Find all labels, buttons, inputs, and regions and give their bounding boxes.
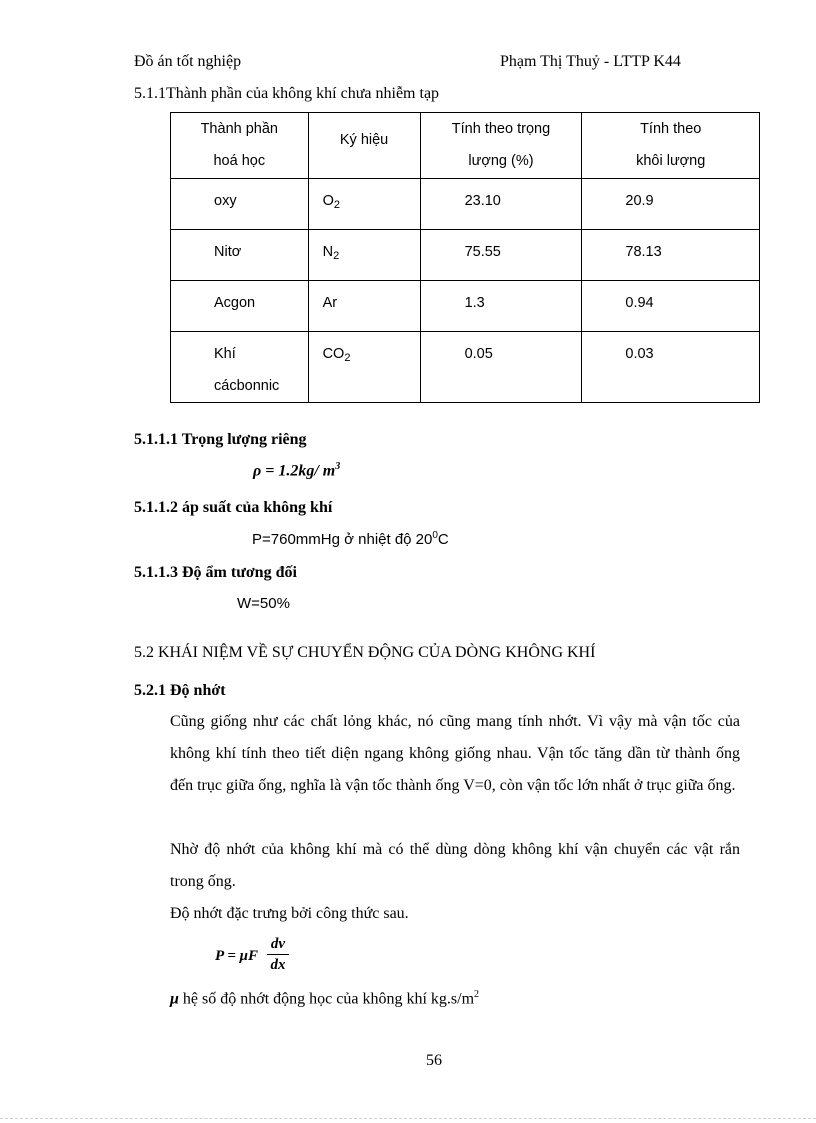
cell-name: Acgon [171,281,309,332]
page-number: 56 [426,1052,442,1069]
section-heading-5-1-1: 5.1.1Thành phần của không khí chưa nhiễm tạp [134,85,440,102]
cell-symbol: $N_2$ [308,230,420,281]
humidity-value: W=50% [237,595,290,612]
paragraph: Độ nhớt đặc trưng bởi công thức sau. [170,905,409,922]
section-heading-5-1-1-2: 5.1.1.2 áp suất của không khí [134,499,333,516]
cell-weight: 0.05 [420,332,582,403]
header-title: Đồ án tốt nghiệp [134,53,242,70]
density-formula: ρ = 1.2kg/ $m^3$ [253,461,341,480]
cell-name: Khí cácbonnic [171,332,309,403]
cell-symbol: $CO_2$ [308,332,420,403]
header-line: Tính theo trọng [451,121,551,137]
table-header-cell [171,113,309,179]
fraction-numerator: dv [270,936,286,952]
cell-weight: 75.55 [420,230,582,281]
table-header-cell [582,113,760,179]
section-heading-5-1-1-1: 5.1.1.1 Trọng lượng riêng [134,431,307,448]
fraction-bar [267,954,289,955]
table-header-row [171,113,760,179]
table-row [171,332,760,403]
section-heading-5-2: 5.2 KHÁI NIỆM VỀ SỰ CHUYỂN ĐỘNG CỦA DÒNG KHÔNG KHÍ [134,644,596,661]
cell-symbol: $O_2$ [308,179,420,230]
formula-fraction [267,935,289,974]
fraction-denominator: dx [270,957,286,973]
table-row [171,179,760,230]
cell-name: Nitơ [171,230,309,281]
page-edge-line [0,1118,816,1119]
cell-symbol: Ar [308,281,420,332]
header-line: lượng (%) [468,153,534,169]
header-line: Tính theo [640,121,702,137]
cell-weight: 1.3 [420,281,582,332]
cell-mass: 78.13 [582,230,760,281]
table-header-cell [420,113,582,179]
pressure-value: P=760mmHg ở nhiệt độ $20^0C$ [252,530,449,548]
cell-mass: 0.94 [582,281,760,332]
composition-table [170,112,760,403]
header-author: Phạm Thị Thuỷ - LTTP K44 [500,53,681,70]
section-heading-5-1-1-3: 5.1.1.3 Độ ẩm tương đối [134,564,297,581]
table-row [171,281,760,332]
paragraph: Nhờ độ nhớt của không khí mà có thể dùng dòng không khí vận chuyển các vật rắn trong ống. [170,841,740,890]
mu-definition: μ hệ số độ nhớt động học của không khí $kg.s/m^2$ [170,989,480,1008]
cell-mass: 0.03 [582,332,760,403]
table-row [171,230,760,281]
formula-lhs: P = μF [215,948,259,964]
header-line: khôi lượng [636,153,706,169]
header-line: Ký hiệu [339,132,389,148]
cell-mass: 20.9 [582,179,760,230]
header-line: hoá học [213,153,266,169]
cell-name: oxy [171,179,309,230]
paragraph: Cũng giống như các chất lỏng khác, nó cũng mang tính nhớt. Vì vậy mà vận tốc của không khí tính theo tiết diện ngang không giống nhau. Vận tốc tăng dần từ thành ống đến trục giữa ống, nghĩa là vận tốc thành ống V=0, còn vận tốc lớn nhất ở trục giữa ống. [170,713,740,794]
header-line: Thành phần [200,121,278,137]
cell-weight: 23.10 [420,179,582,230]
table-header-cell [308,113,420,179]
section-heading-5-2-1: 5.2.1 Độ nhớt [134,682,226,699]
